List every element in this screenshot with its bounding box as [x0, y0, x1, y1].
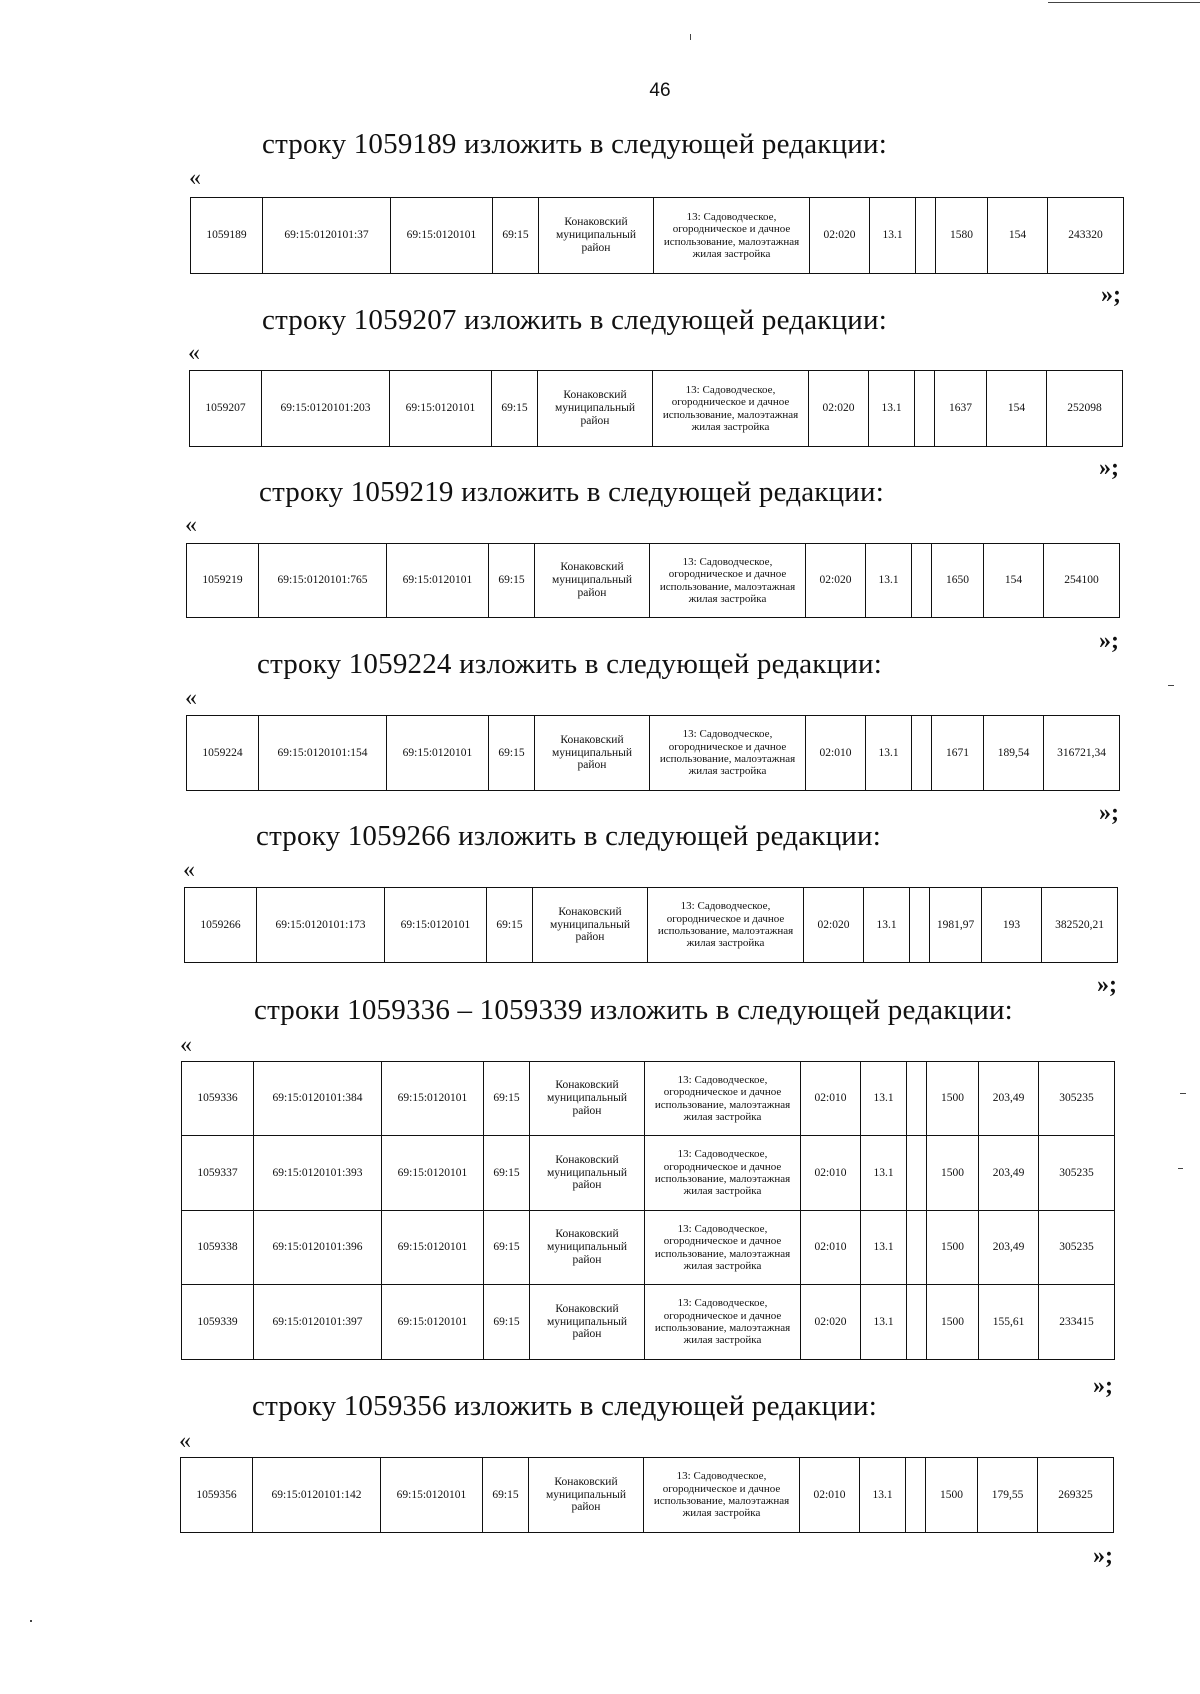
municipality: Конаковский муниципальный район	[529, 1458, 644, 1533]
close-quote: »;	[1093, 1543, 1113, 1569]
register-table	[184, 887, 1118, 963]
open-quote: «	[179, 1428, 191, 1454]
municipality: Конаковский муниципальный район	[538, 371, 653, 447]
register-table	[186, 715, 1120, 791]
table-row	[181, 1458, 1114, 1533]
cadastral-number: 69:15:0120101:393	[254, 1136, 382, 1211]
cadastral-value: 243320	[1048, 198, 1124, 274]
cadastral-value: 305235	[1039, 1062, 1115, 1136]
cadastral-number: 69:15:0120101:173	[257, 888, 385, 963]
cadastral-number: 69:15:0120101:142	[253, 1458, 381, 1533]
group-code: 13.1	[861, 1285, 907, 1360]
cadastral-value: 305235	[1039, 1211, 1115, 1285]
group-code: 13.1	[860, 1458, 906, 1533]
cadastral-number: 69:15:0120101:765	[259, 544, 387, 618]
empty-cell	[910, 888, 930, 963]
empty-cell	[912, 716, 932, 791]
empty-cell	[906, 1458, 926, 1533]
cadastral-value: 252098	[1047, 371, 1123, 447]
municipality: Конаковский муниципальный район	[530, 1211, 645, 1285]
row-number: 1059219	[187, 544, 259, 618]
area: 1500	[927, 1211, 979, 1285]
empty-cell	[907, 1285, 927, 1360]
cadastral-district: 69:15	[489, 544, 535, 618]
area: 1650	[932, 544, 984, 618]
zone-code: 02:020	[809, 371, 869, 447]
zone-code: 02:020	[806, 544, 866, 618]
area: 1981,97	[930, 888, 982, 963]
specific-value: 203,49	[979, 1062, 1039, 1136]
cadastral-value: 305235	[1039, 1136, 1115, 1211]
municipality: Конаковский муниципальный район	[533, 888, 648, 963]
municipality: Конаковский муниципальный район	[535, 716, 650, 791]
cadastral-value: 316721,34	[1044, 716, 1120, 791]
specific-value: 154	[987, 371, 1047, 447]
land-use-group: 13: Садоводческое, огородническое и дачное использование, малоэтажная жилая застройка	[650, 544, 806, 618]
cadastral-district: 69:15	[489, 716, 535, 791]
register-table	[190, 197, 1124, 274]
group-code: 13.1	[870, 198, 916, 274]
cadastral-number: 69:15:0120101:384	[254, 1062, 382, 1136]
cadastral-quarter: 69:15:0120101	[391, 198, 493, 274]
row-number: 1059337	[182, 1136, 254, 1211]
open-quote: «	[183, 857, 195, 883]
zone-code: 02:010	[806, 716, 866, 791]
cadastral-quarter: 69:15:0120101	[390, 371, 492, 447]
cadastral-district: 69:15	[484, 1062, 530, 1136]
cadastral-quarter: 69:15:0120101	[382, 1285, 484, 1360]
land-use-group: 13: Садоводческое, огородническое и дачное использование, малоэтажная жилая застройка	[645, 1136, 801, 1211]
scan-speck	[1178, 1168, 1183, 1169]
row-number: 1059356	[181, 1458, 253, 1533]
scan-speck	[1048, 2, 1200, 3]
cadastral-quarter: 69:15:0120101	[382, 1211, 484, 1285]
row-number: 1059339	[182, 1285, 254, 1360]
municipality: Конаковский муниципальный район	[530, 1136, 645, 1211]
row-number: 1059224	[187, 716, 259, 791]
scan-speck	[1180, 1093, 1186, 1094]
register-table	[180, 1457, 1114, 1533]
page-number: 46	[649, 80, 671, 101]
specific-value: 203,49	[979, 1136, 1039, 1211]
group-code: 13.1	[861, 1062, 907, 1136]
specific-value: 193	[982, 888, 1042, 963]
land-use-group: 13: Садоводческое, огородническое и дачное использование, малоэтажная жилая застройка	[645, 1062, 801, 1136]
zone-code: 02:010	[801, 1211, 861, 1285]
cadastral-district: 69:15	[484, 1285, 530, 1360]
cadastral-quarter: 69:15:0120101	[387, 544, 489, 618]
municipality: Конаковский муниципальный район	[530, 1062, 645, 1136]
group-code: 13.1	[866, 716, 912, 791]
table-row	[191, 198, 1124, 274]
cadastral-number: 69:15:0120101:397	[254, 1285, 382, 1360]
section-heading: строку 1059207 изложить в следующей редакции:	[262, 304, 887, 336]
land-use-group: 13: Садоводческое, огородническое и дачное использование, малоэтажная жилая застройка	[644, 1458, 800, 1533]
area: 1500	[927, 1062, 979, 1136]
empty-cell	[907, 1211, 927, 1285]
area: 1500	[927, 1136, 979, 1211]
cadastral-quarter: 69:15:0120101	[381, 1458, 483, 1533]
specific-value: 155,61	[979, 1285, 1039, 1360]
cadastral-quarter: 69:15:0120101	[385, 888, 487, 963]
table-row	[182, 1062, 1115, 1136]
cadastral-value: 233415	[1039, 1285, 1115, 1360]
table-row	[187, 544, 1120, 618]
land-use-group: 13: Садоводческое, огородническое и дачное использование, малоэтажная жилая застройка	[653, 371, 809, 447]
close-quote: »;	[1101, 282, 1121, 308]
area: 1637	[935, 371, 987, 447]
specific-value: 154	[988, 198, 1048, 274]
row-number: 1059338	[182, 1211, 254, 1285]
cadastral-number: 69:15:0120101:37	[263, 198, 391, 274]
section-heading: строку 1059356 изложить в следующей редакции:	[252, 1390, 877, 1422]
section-heading: строки 1059336 – 1059339 изложить в следующей редакции:	[254, 994, 1013, 1026]
specific-value: 203,49	[979, 1211, 1039, 1285]
specific-value: 154	[984, 544, 1044, 618]
area: 1671	[932, 716, 984, 791]
municipality: Конаковский муниципальный район	[530, 1285, 645, 1360]
group-code: 13.1	[864, 888, 910, 963]
area: 1500	[927, 1285, 979, 1360]
cadastral-district: 69:15	[493, 198, 539, 274]
close-quote: »;	[1097, 972, 1117, 998]
specific-value: 189,54	[984, 716, 1044, 791]
group-code: 13.1	[866, 544, 912, 618]
cadastral-district: 69:15	[483, 1458, 529, 1533]
table-row	[185, 888, 1118, 963]
section-heading: строку 1059189 изложить в следующей редакции:	[262, 128, 887, 160]
row-number: 1059189	[191, 198, 263, 274]
cadastral-number: 69:15:0120101:154	[259, 716, 387, 791]
row-number: 1059336	[182, 1062, 254, 1136]
table-row	[182, 1136, 1115, 1211]
section-heading: строку 1059266 изложить в следующей редакции:	[256, 820, 881, 852]
zone-code: 02:020	[801, 1285, 861, 1360]
zone-code: 02:020	[810, 198, 870, 274]
row-number: 1059266	[185, 888, 257, 963]
section-heading: строку 1059224 изложить в следующей редакции:	[257, 648, 882, 680]
land-use-group: 13: Садоводческое, огородническое и дачное использование, малоэтажная жилая застройка	[645, 1285, 801, 1360]
table-row	[187, 716, 1120, 791]
cadastral-value: 269325	[1038, 1458, 1114, 1533]
close-quote: »;	[1099, 455, 1119, 481]
close-quote: »;	[1093, 1373, 1113, 1399]
register-table	[186, 543, 1120, 618]
group-code: 13.1	[869, 371, 915, 447]
open-quote: «	[188, 340, 200, 366]
land-use-group: 13: Садоводческое, огородническое и дачное использование, малоэтажная жилая застройка	[654, 198, 810, 274]
scan-speck	[30, 1620, 32, 1622]
land-use-group: 13: Садоводческое, огородническое и дачное использование, малоэтажная жилая застройка	[648, 888, 804, 963]
cadastral-value: 382520,21	[1042, 888, 1118, 963]
land-use-group: 13: Садоводческое, огородническое и дачное использование, малоэтажная жилая застройка	[645, 1211, 801, 1285]
empty-cell	[912, 544, 932, 618]
group-code: 13.1	[861, 1211, 907, 1285]
empty-cell	[907, 1136, 927, 1211]
section-heading: строку 1059219 изложить в следующей редакции:	[259, 476, 884, 508]
table-row	[182, 1211, 1115, 1285]
zone-code: 02:020	[804, 888, 864, 963]
cadastral-quarter: 69:15:0120101	[387, 716, 489, 791]
specific-value: 179,55	[978, 1458, 1038, 1533]
table-row	[182, 1285, 1115, 1360]
cadastral-district: 69:15	[492, 371, 538, 447]
empty-cell	[907, 1062, 927, 1136]
cadastral-quarter: 69:15:0120101	[382, 1136, 484, 1211]
area: 1500	[926, 1458, 978, 1533]
open-quote: «	[180, 1032, 192, 1058]
cadastral-number: 69:15:0120101:203	[262, 371, 390, 447]
close-quote: »;	[1099, 628, 1119, 654]
group-code: 13.1	[861, 1136, 907, 1211]
cadastral-district: 69:15	[487, 888, 533, 963]
table-row	[190, 371, 1123, 447]
cadastral-quarter: 69:15:0120101	[382, 1062, 484, 1136]
open-quote: «	[185, 685, 197, 711]
open-quote: «	[185, 512, 197, 538]
zone-code: 02:010	[800, 1458, 860, 1533]
cadastral-number: 69:15:0120101:396	[254, 1211, 382, 1285]
zone-code: 02:010	[801, 1062, 861, 1136]
empty-cell	[915, 371, 935, 447]
empty-cell	[916, 198, 936, 274]
municipality: Конаковский муниципальный район	[535, 544, 650, 618]
cadastral-district: 69:15	[484, 1136, 530, 1211]
cadastral-district: 69:15	[484, 1211, 530, 1285]
scan-speck	[1168, 685, 1174, 686]
zone-code: 02:010	[801, 1136, 861, 1211]
register-table	[189, 370, 1123, 447]
land-use-group: 13: Садоводческое, огородническое и дачное использование, малоэтажная жилая застройка	[650, 716, 806, 791]
register-table	[181, 1061, 1115, 1360]
area: 1580	[936, 198, 988, 274]
scan-speck	[690, 34, 691, 40]
open-quote: «	[189, 165, 201, 191]
cadastral-value: 254100	[1044, 544, 1120, 618]
municipality: Конаковский муниципальный район	[539, 198, 654, 274]
close-quote: »;	[1099, 800, 1119, 826]
row-number: 1059207	[190, 371, 262, 447]
